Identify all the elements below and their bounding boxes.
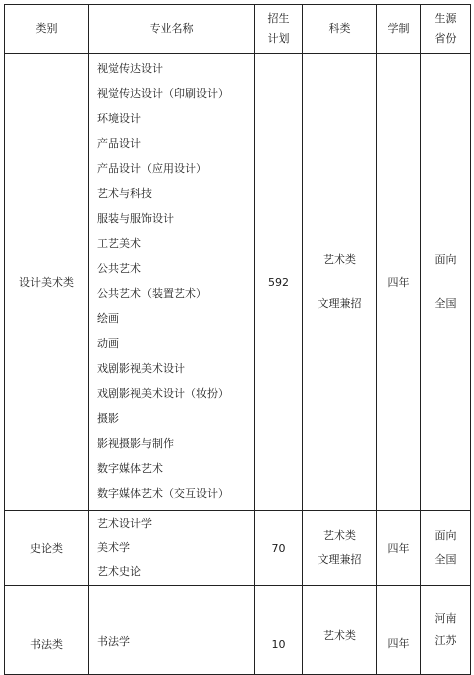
header-province-line2: 省份 xyxy=(434,32,457,45)
table-row-design xyxy=(5,54,471,511)
duration-cell: 四年 xyxy=(377,511,421,586)
majors-cell xyxy=(89,511,255,586)
major-item: 戏剧影视美术设计 xyxy=(97,362,185,375)
table-row-calligraphy xyxy=(5,586,471,675)
major-item: 艺术与科技 xyxy=(97,187,152,200)
subject-line: 艺术类 xyxy=(323,253,356,266)
subject-cell xyxy=(303,54,377,511)
province-line: 河南 xyxy=(434,612,457,625)
province-line: 面向 xyxy=(434,253,457,266)
header-plan-line2: 计划 xyxy=(267,32,290,45)
header-subject: 科类 xyxy=(303,5,377,54)
duration-cell: 四年 xyxy=(377,54,421,511)
major-item: 产品设计 xyxy=(97,137,141,150)
header-category: 类别 xyxy=(5,5,89,54)
province-cell xyxy=(421,586,471,675)
subject-line: 文理兼招 xyxy=(317,553,362,566)
major-item: 工艺美术 xyxy=(97,237,141,250)
major-item: 戏剧影视美术设计（妆扮） xyxy=(97,387,229,400)
header-plan xyxy=(255,5,303,54)
plan-cell: 592 xyxy=(255,54,303,511)
header-major: 专业名称 xyxy=(89,5,255,54)
province-line: 面向 xyxy=(434,529,457,542)
category-cell: 书法类 xyxy=(5,586,89,675)
major-item: 环境设计 xyxy=(97,112,141,125)
major-item: 美术学 xyxy=(97,541,130,554)
subject-cell xyxy=(303,586,377,675)
province-cell xyxy=(421,54,471,511)
major-item: 摄影 xyxy=(97,412,119,425)
category-cell: 设计美术类 xyxy=(5,54,89,511)
header-duration: 学制 xyxy=(377,5,421,54)
plan-cell: 70 xyxy=(255,511,303,586)
table-row-history xyxy=(5,511,471,586)
major-item: 动画 xyxy=(97,337,119,350)
majors-cell xyxy=(89,586,255,675)
subject-line: 艺术类 xyxy=(323,629,356,642)
major-item: 艺术史论 xyxy=(97,565,141,578)
plan-cell: 10 xyxy=(255,586,303,675)
header-province-line1: 生源 xyxy=(434,12,457,25)
major-item: 影视摄影与制作 xyxy=(97,437,174,450)
major-item: 数字媒体艺术（交互设计） xyxy=(97,487,229,500)
province-line: 全国 xyxy=(434,297,457,310)
major-item: 绘画 xyxy=(97,312,119,325)
subject-cell xyxy=(303,511,377,586)
major-item: 艺术设计学 xyxy=(97,517,152,530)
duration-cell: 四年 xyxy=(377,586,421,675)
major-item: 公共艺术（装置艺术） xyxy=(97,287,207,300)
major-item: 视觉传达设计 xyxy=(97,62,163,75)
subject-line: 艺术类 xyxy=(323,529,356,542)
major-item: 视觉传达设计（印刷设计） xyxy=(97,87,229,100)
admissions-table xyxy=(4,4,471,675)
subject-line: 文理兼招 xyxy=(317,297,362,310)
major-item: 服装与服饰设计 xyxy=(97,212,174,225)
category-cell: 史论类 xyxy=(5,511,89,586)
header-plan-line1: 招生 xyxy=(267,12,290,25)
province-line: 江苏 xyxy=(434,634,457,647)
majors-cell xyxy=(89,54,255,511)
major-item: 书法学 xyxy=(97,635,130,648)
header-province xyxy=(421,5,471,54)
major-item: 公共艺术 xyxy=(97,262,141,275)
major-item: 数字媒体艺术 xyxy=(97,462,163,475)
province-line: 全国 xyxy=(434,553,457,566)
province-cell xyxy=(421,511,471,586)
header-row xyxy=(5,5,471,54)
major-item: 产品设计（应用设计） xyxy=(97,162,207,175)
